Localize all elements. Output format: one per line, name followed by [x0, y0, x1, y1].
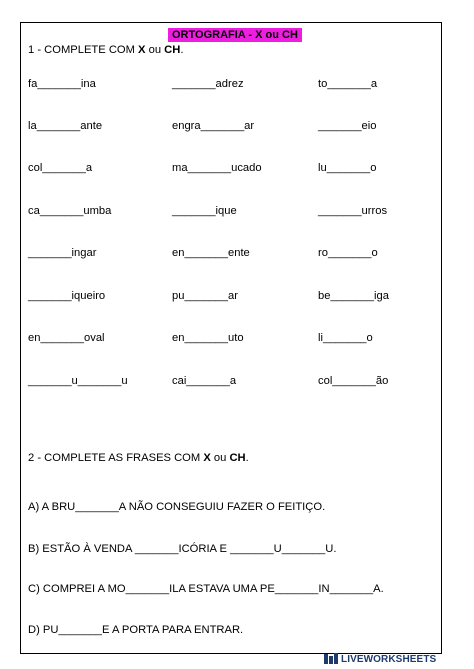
section-1-instruction [28, 43, 183, 57]
sentence-b[interactable]: B) ESTÃO À VENDA _______ICÓRIA E _______U_______U. [28, 543, 337, 555]
word-blank[interactable]: _______iqueiro [28, 290, 106, 302]
section-2-instruction [28, 451, 249, 465]
word-blank[interactable]: en_______oval [28, 332, 105, 344]
brand-name: LIVEWORKSHEETS [341, 653, 437, 665]
section-2-mid: ou [210, 452, 230, 464]
word-blank[interactable]: _______adrez [172, 78, 244, 90]
word-blank[interactable]: _______u_______u [28, 375, 128, 387]
sentence-d[interactable]: D) PU_______E A PORTA PARA ENTRAR. [28, 624, 244, 636]
word-blank[interactable]: la_______ante [28, 120, 103, 132]
word-blank[interactable]: _______eio [318, 120, 377, 132]
word-blank[interactable]: en_______ente [172, 247, 250, 259]
liveworksheets-logo-icon [324, 653, 338, 665]
section-1-prefix: 1 - COMPLETE COM [28, 44, 139, 56]
word-blank[interactable]: lu_______o [318, 162, 377, 174]
word-blank[interactable]: pu_______ar [172, 290, 238, 302]
word-blank[interactable]: fa_______ina [28, 78, 96, 90]
word-blank[interactable]: _______ique [172, 205, 237, 217]
word-blank[interactable]: _______urros [318, 205, 388, 217]
word-blank[interactable]: to_______a [318, 78, 378, 90]
sentence-a[interactable]: A) A BRU_______A NÃO CONSEGUIU FAZER O FEITIÇO. [28, 501, 326, 513]
section-1-end: . [180, 44, 184, 56]
section-2-ch: CH [229, 452, 246, 464]
word-blank[interactable]: ro_______o [318, 247, 378, 259]
worksheet-title: ORTOGRAFIA - X ou CH [168, 28, 302, 42]
word-blank[interactable]: cai_______a [172, 375, 237, 387]
word-blank[interactable]: en_______uto [172, 332, 244, 344]
liveworksheets-footer [324, 652, 474, 666]
word-blank[interactable]: ca_______umba [28, 205, 112, 217]
word-blank[interactable]: _______ingar [28, 247, 97, 259]
section-2-prefix: 2 - COMPLETE AS FRASES COM [28, 452, 204, 464]
section-1-mid: ou [145, 44, 165, 56]
sentence-c[interactable]: C) COMPREI A MO_______ILA ESTAVA UMA PE_______IN_______A. [28, 583, 384, 595]
section-1-ch: CH [164, 44, 181, 56]
section-1-x: X [138, 44, 146, 56]
word-blank[interactable]: ma_______ucado [172, 162, 262, 174]
word-blank[interactable]: be_______iga [318, 290, 389, 302]
section-2-end: . [245, 452, 249, 464]
word-blank[interactable]: col_______a [28, 162, 93, 174]
section-2-x: X [203, 452, 211, 464]
word-blank[interactable]: engra_______ar [172, 120, 255, 132]
word-blank[interactable]: col_______ão [318, 375, 389, 387]
word-blank[interactable]: li_______o [318, 332, 373, 344]
